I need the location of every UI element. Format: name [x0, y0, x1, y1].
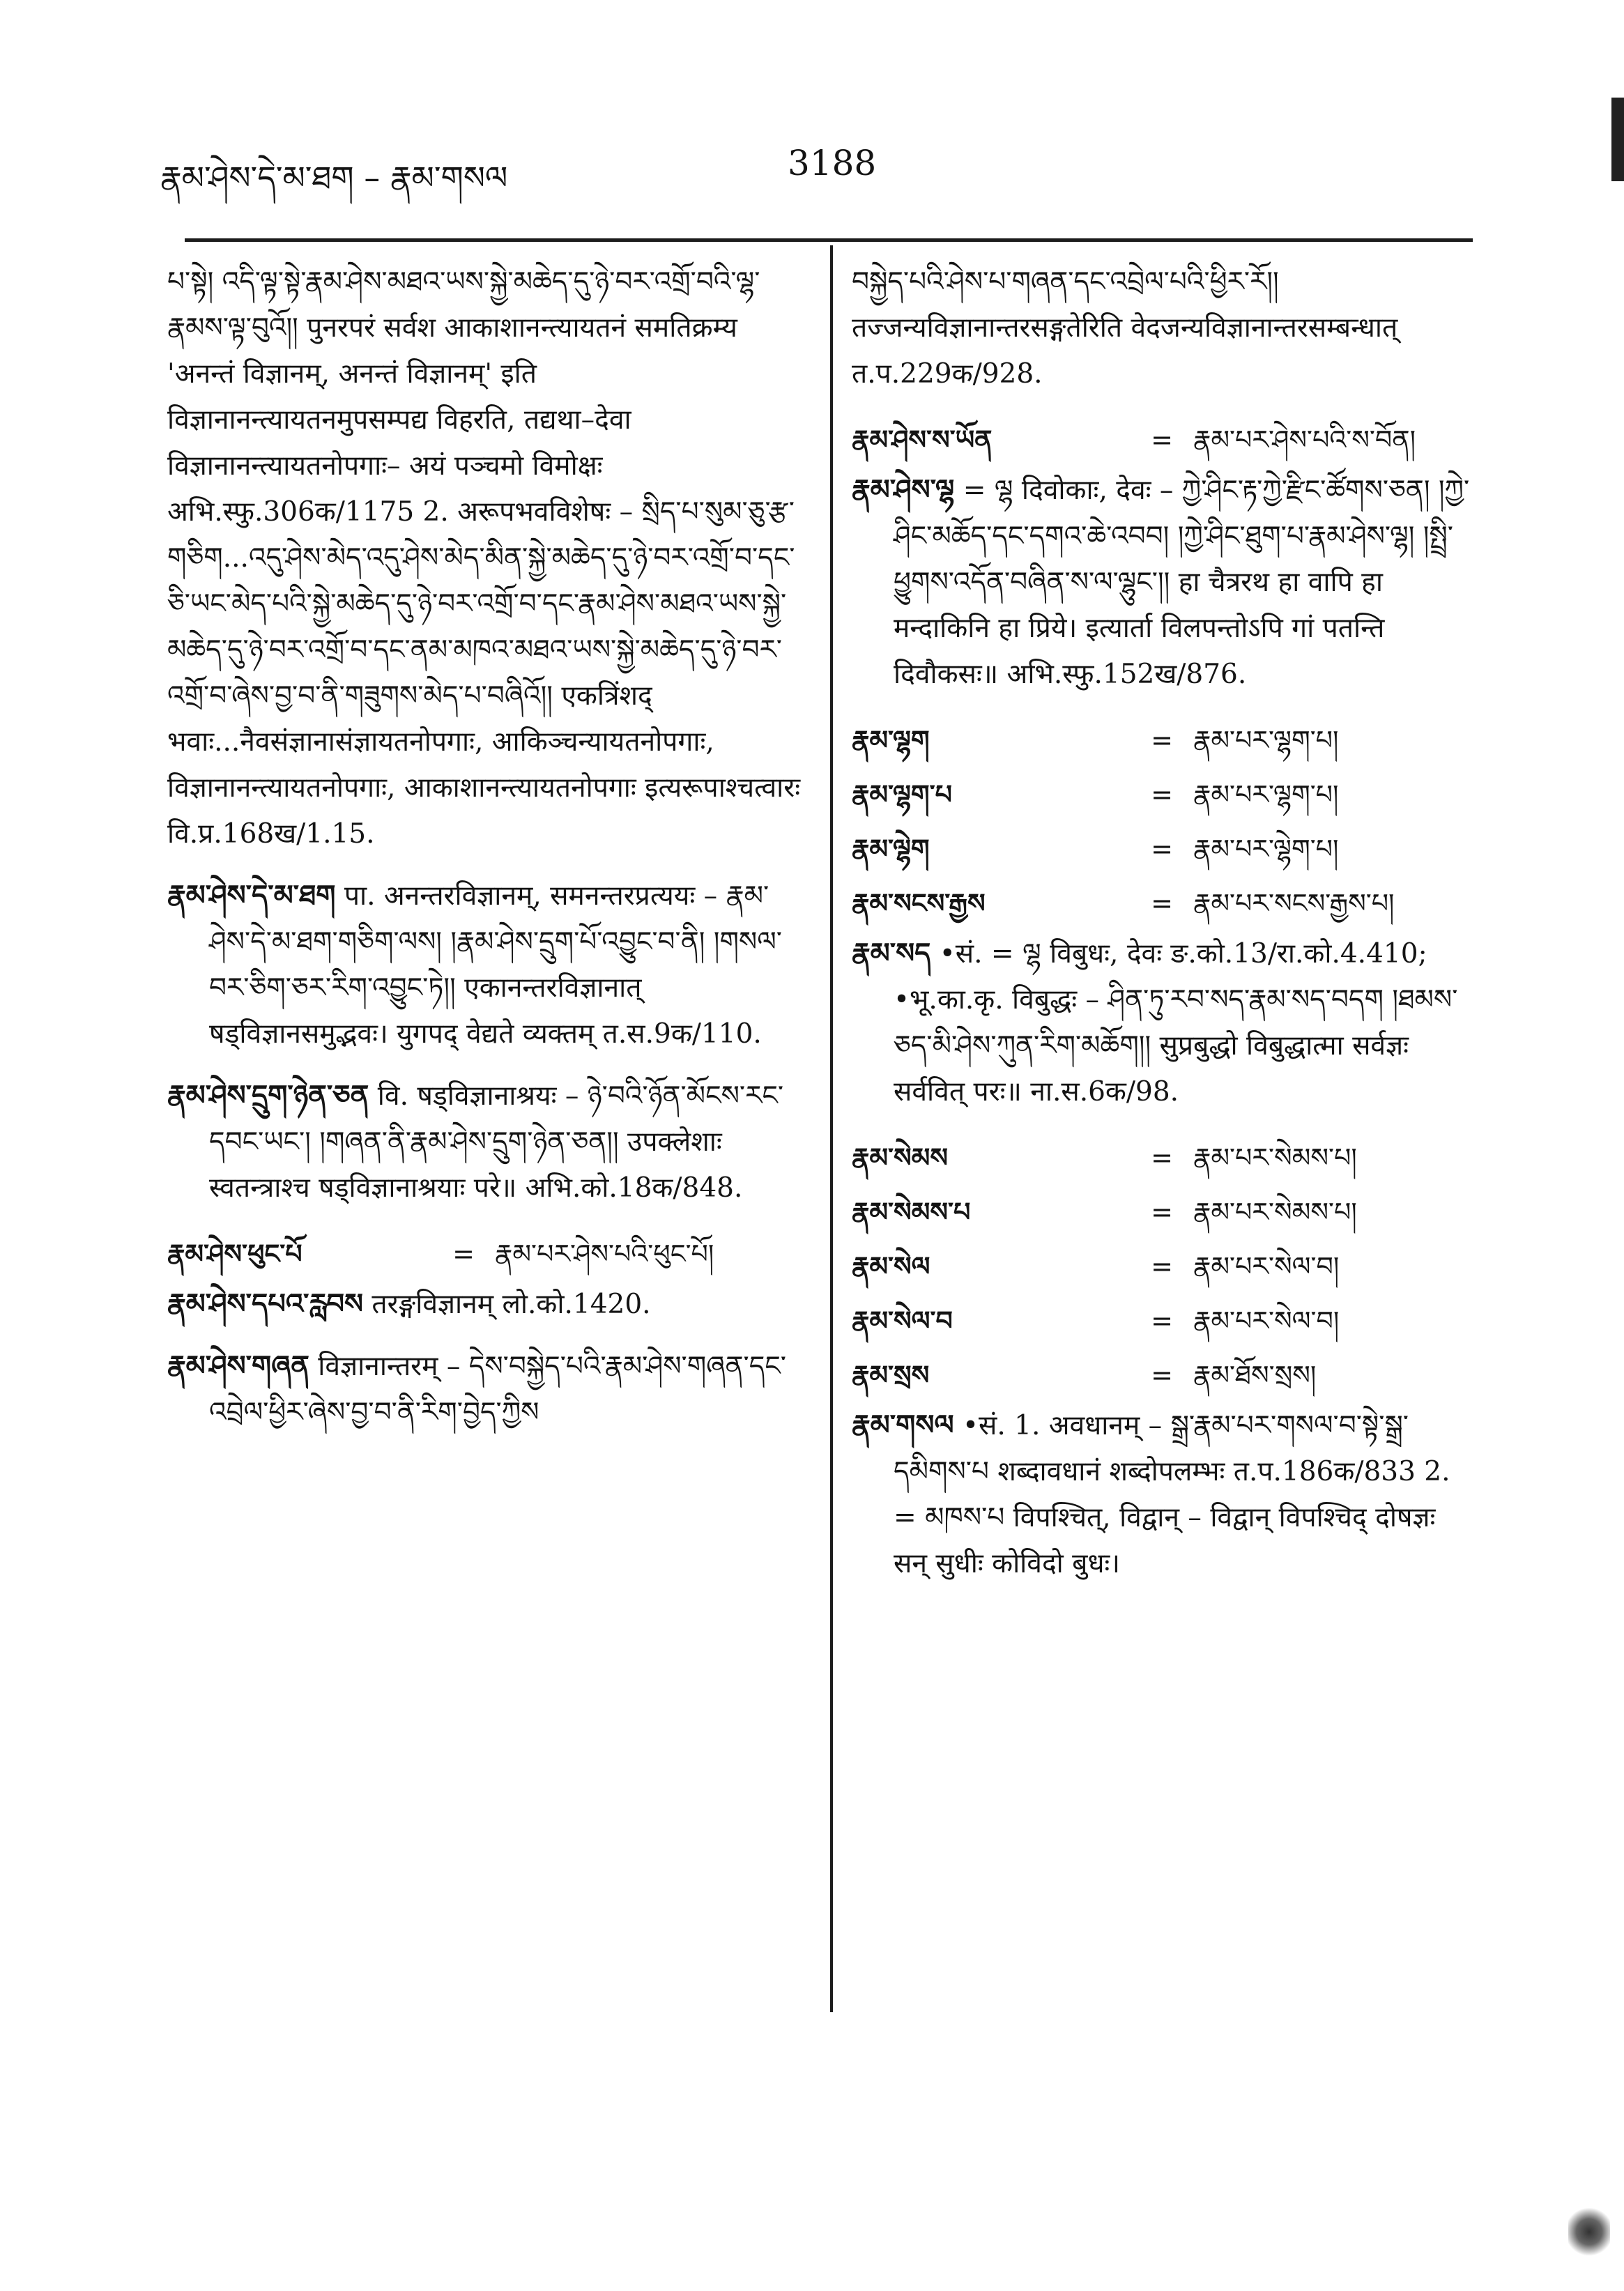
xref-equals: = [1151, 779, 1173, 810]
headword: རྣམ་སད [852, 937, 931, 970]
xref-target: རྣམ་པར་སེམས་པ། [1193, 1142, 1357, 1173]
dictionary-entry [167, 1343, 802, 1436]
entry-definition: •सं. 1. अवधानम् – སྒྲ་རྣམ་པར་གསལ་བ་སྟེ་སྒྲ་དམིགས་པ शब्दावधानं शब्दोपलम्भः त.प.186क/833 2. = མཁས་པ विपश्चित्, विद्वान् – विद्वान् विपश्चिद् दोषज्ञः सन् सुधीः कोविदो बुधः। [894, 1410, 1450, 1579]
xref-term: རྣམ་སེལ [852, 1251, 930, 1282]
xref-equals: = [1151, 888, 1173, 919]
cross-reference-entry [852, 822, 1472, 876]
cross-reference-entry [852, 876, 1472, 930]
running-head: རྣམ་ཤེས་དེ་མ་ཐག – རྣམ་གསལ [160, 159, 508, 197]
xref-target: རྣམ་པར་སངས་རྒྱས་པ། [1193, 888, 1395, 919]
cross-reference-entry [852, 413, 1472, 467]
xref-equals: = [1151, 1142, 1173, 1173]
dictionary-entry [852, 930, 1472, 1115]
xref-equals: = [452, 1239, 475, 1269]
xref-equals: = [1151, 834, 1173, 864]
xref-term: རྣམ་ཤེས་ས་ཡོན [852, 424, 993, 455]
scan-smudge [1568, 2207, 1610, 2256]
xref-target: རྣམ་པར་ལྷག་པ། [1193, 725, 1339, 756]
page-number: 3188 [788, 143, 877, 183]
headword: རྣམ་ཤེས་དེ་མ་ཐག [167, 880, 336, 912]
page-header [160, 143, 1471, 199]
cross-reference-entry [852, 713, 1472, 767]
xref-target: རྣམ་པར་ལྷག་པ། [1193, 779, 1339, 810]
entry-definition: वि. षड्विज्ञानाश्रयः – ཉེ་བའི་ཉོན་མོངས་རང་དབང་ཡང་། །གཞན་ནི་རྣམ་ཤེས་དྲུག་ཉེན་ཅན།། उपक्लेशाः स्वतन्त्राश्च षड्विज्ञानाश्रयाः परे॥ अभि.को.18क/848. [209, 1080, 784, 1204]
xref-term: རྣམ་ལྷག [852, 725, 930, 756]
entry-definition: विज्ञानान्तरम् – དེས་བསྐྱེད་པའི་རྣམ་ཤེས་གཞན་དང་འབྲེལ་ཕྱིར་ཞེས་བྱ་བ་ནི་རིག་བྱེད་ཀྱིས [209, 1351, 786, 1428]
xref-term: རྣམ་སེམས [852, 1142, 948, 1173]
xref-target: རྣམ་པར་སེལ་བ། [1193, 1305, 1340, 1336]
cross-reference-entry [852, 1185, 1472, 1239]
entry-definition: •सं. = ལྷ विबुधः, देवः ङ.को.13/रा.को.4.410; •भू.का.कृ. विबुद्धः – ཤིན་ཏུ་རབ་སད་རྣམ་སད་བདག །ཐམས་ཅད་མི་ཤེས་ཀུན་རིག་མཆོག།། सुप्रबुद्धो विबुद्धात्मा सर्वज्ञः सर्ववित् परः॥ ना.स.6क/98. [894, 938, 1458, 1108]
headword: རྣམ་ཤེས་དཔའ་རླབས [167, 1288, 363, 1320]
entry-definition: तरङ्गविज्ञानम् लो.को.1420. [371, 1289, 651, 1320]
xref-equals: = [1151, 1305, 1173, 1336]
headword: རྣམ་ཤེས་དྲུག་ཉེན་ཅན [167, 1080, 369, 1112]
xref-target: རྣམ་པར་སེལ་བ། [1193, 1251, 1340, 1282]
xref-term: རྣམ་ཤེས་ཕུང་པོ [167, 1239, 302, 1269]
xref-term: རྣམ་སེལ་བ [852, 1305, 953, 1336]
xref-equals: = [1151, 1197, 1173, 1227]
entry-definition: = ལྷ दिवोकाः, देवः – ཀྱེ་ཤིང་རྟ་ཀྱེ་རྫིང་ཚོགས་ཅན། །ཀྱེ་ཤིང་མཆོད་དང་དགའ་ཆེ་འབབ། །ཀྱེ་ཤིང་ཐུག་པ་རྣམ་ཤེས་ལྷ། །སྤྲི་ཕྱུགས་འདོན་བཞིན་ས་ལ་ལྷུང་།། हा चैत्ररथ हा वापि हा मन्दाकिनि हा प्रिये। इत्यार्ता विलपन्तोऽपि गां पतन्ति दिवौकसः॥ अभि.स्फु.152ख/876. [894, 475, 1470, 690]
left-column [167, 259, 802, 1451]
continuation-paragraph: པ་སྟེ། འདི་ལྟ་སྟེ་རྣམ་ཤེས་མཐའ་ཡས་སྐྱེ་མཆེད་དུ་ཉེ་བར་འགྲོ་བའི་ལྷ་རྣམས་ལྟ་བུའོ།། पुनरपरं सर्वश आकाशानन्त्यायतनं समतिक्रम्य 'अनन्तं विज्ञानम्, अनन्तं विज्ञानम्' इति विज्ञानानन्त्यायतनमुपसम्पद्य विहरति, तद्यथा–देवा विज्ञानानन्त्यायतनोपगाः– अयं पञ्चमो विमोक्षः अभि.स्फु.306क/1175 2. अरूपभवविशेषः – སྲིད་པ་སུམ་ཅུ་རྩ་གཅིག...འདུ་ཤེས་མེད་འདུ་ཤེས་མེད་མིན་སྐྱེ་མཆེད་དུ་ཉེ་བར་འགྲོ་བ་དང་ཅི་ཡང་མེད་པའི་སྐྱེ་མཆེད་དུ་ཉེ་བར་འགྲོ་བ་དང་རྣམ་ཤེས་མཐའ་ཡས་སྐྱེ་མཆེད་དུ་ཉེ་བར་འགྲོ་བ་དང་ནམ་མཁའ་མཐའ་ཡས་སྐྱེ་མཆེད་དུ་ཉེ་བར་འགྲོ་བ་ཞེས་བྱ་བ་ནི་གཟུགས་མེད་པ་བཞིའོ།། एकत्रिंशद् भवाः...नैवसंज्ञानासंज्ञायतनोपगाः, आकिञ्चन्यायतनोपगाः, विज्ञानानन्त्यायतनोपगाः, आकाशानन्त्यायतनोपगाः इत्यरूपाश्चत्वारः वि.प्र.168ख/1.15. [167, 266, 801, 850]
cross-reference-entry [852, 1294, 1472, 1348]
cross-reference-entry [167, 1227, 802, 1281]
xref-equals: = [1151, 424, 1173, 455]
dictionary-entry [167, 873, 802, 1057]
entry-definition: पा. अनन्तरविज्ञानम्, समनन्तरप्रत्ययः – རྣམ་ཤེས་དེ་མ་ཐག་གཅིག་ལས། །རྣམ་ཤེས་དྲུག་པོ་འབྱུང་བ་ནི། །གསལ་བར་ཅིག་ཅར་རིག་འབྱུང་ཏེ།། एकानन्तरविज्ञानात् षड्विज्ञानसमुद्भवः। युगपद् वेद्यते व्यक्तम् त.स.9क/110. [209, 880, 782, 1050]
xref-term: རྣམ་ལྷག་པ [852, 779, 953, 810]
xref-target: རྣམ་པར་སེམས་པ། [1193, 1197, 1357, 1227]
cross-reference-entry [852, 1239, 1472, 1294]
xref-equals: = [1151, 1360, 1173, 1390]
xref-target: རྣམ་པར་ཤེས་པའི་ཕུང་པོ། [495, 1239, 714, 1269]
xref-target: རྣམ་པར་ལྷེག་པ། [1193, 834, 1339, 864]
xref-term: རྣམ་སྲས [852, 1360, 930, 1390]
continuation-paragraph: བསྐྱེད་པའི་ཤེས་པ་གཞན་དང་འབྲེལ་པའི་ཕྱིར་རོ།། तज्जन्यविज्ञानान्तरसङ्गतेरिति वेदजन्यविज्ञानान्तरसम्बन्धात् त.प.229क/928. [852, 266, 1398, 390]
header-rule [185, 238, 1473, 242]
headword: རྣམ་གསལ [852, 1409, 954, 1441]
xref-equals: = [1151, 1251, 1173, 1282]
xref-term: རྣམ་སེམས་པ [852, 1197, 971, 1227]
xref-term: རྣམ་ལྷེག [852, 834, 930, 864]
cross-reference-entry [852, 1348, 1472, 1402]
xref-target: རྣམ་པར་ཤེས་པའི་ས་བོན། [1193, 424, 1416, 455]
dictionary-entry [852, 467, 1472, 698]
right-column [852, 259, 1472, 1602]
headword: རྣམ་ཤེས་ལྷ [852, 474, 955, 506]
dictionary-entry [167, 1073, 802, 1211]
xref-term: རྣམ་སངས་རྒྱས [852, 888, 986, 919]
dictionary-entry [167, 1281, 802, 1328]
column-divider [830, 245, 833, 2012]
xref-equals: = [1151, 725, 1173, 756]
dictionary-entry [852, 1402, 1472, 1587]
headword: རྣམ་ཤེས་གཞན [167, 1350, 309, 1382]
scan-edge-mark [1611, 98, 1624, 181]
cross-reference-entry [852, 1131, 1472, 1185]
xref-target: རྣམ་ཐོས་སྲས། [1193, 1360, 1317, 1390]
cross-reference-entry [852, 767, 1472, 822]
